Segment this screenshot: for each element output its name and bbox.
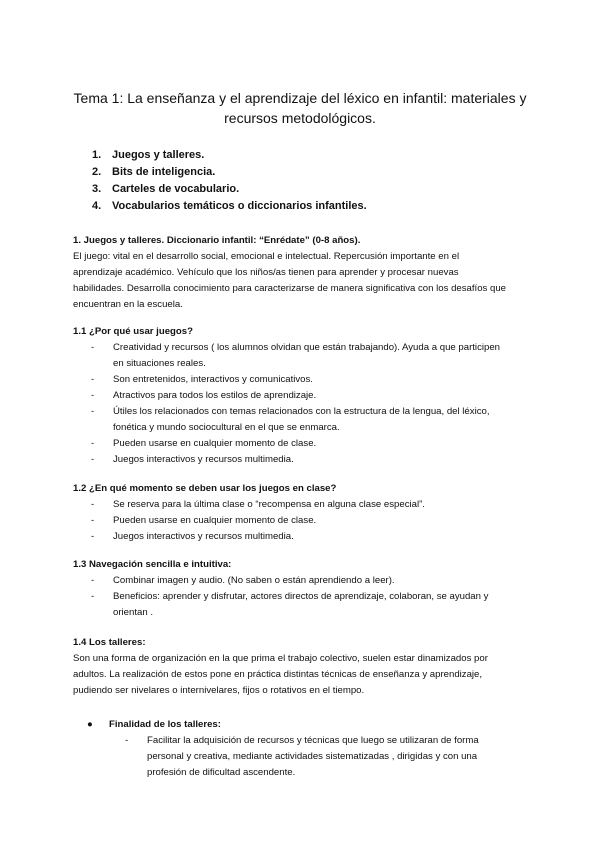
section-1-3 [73,557,533,621]
paragraph-line: encuentran en la escuela. [73,299,183,310]
section-1-paragraph [73,249,533,313]
toc-item [92,164,367,181]
toc-item [92,198,367,215]
list-item [73,404,533,436]
paragraph-line: pudiendo ser nivelares o internivelares, fijos o rotativos en el tiempo. [73,685,365,696]
list-item-text: Combinar imagen y audio. (No saben o están aprendiendo a leer). [113,575,395,586]
list-item-text: Se reserva para la última clase o “recompensa en alguna clase especial”. [113,499,425,510]
list-item-text: Juegos interactivos y recursos multimedia. [113,531,294,542]
section-1-2-list [73,497,533,545]
list-item-text: Pueden usarse en cualquier momento de clase. [113,438,317,449]
list-item [73,388,533,404]
dash-marker: - [91,575,95,586]
bullet-item [73,717,533,733]
dash-marker: - [91,406,95,417]
list-item-text: orientan . [113,607,154,618]
list-item-text: en situaciones reales. [113,358,206,369]
list-item [73,497,533,513]
paragraph-line: adultos. La realización de estos pone en práctica distintas técnicas de enseñanza y aprendizaje, [73,669,483,680]
dash-marker: - [91,438,95,449]
table-of-contents [92,147,367,215]
list-item [73,372,533,388]
list-item [73,529,533,545]
section-1 [73,233,533,313]
list-item-text: Creatividad y recursos ( los alumnos olvidan que están trabajando). Ayuda a que participen [113,342,501,353]
toc-number: 1. [92,149,102,161]
dash-marker: - [91,515,95,526]
list-item [73,589,533,621]
dash-marker: - [91,390,95,401]
title-line-2: recursos metodológicos. [224,110,376,126]
toc-label: Juegos y talleres. [112,149,205,161]
list-item-text: Útiles los relacionados con temas relacionados con la estructura de la lengua, del léxico, [113,406,490,417]
section-1-2-heading: 1.2 ¿En qué momento se deben usar los juegos en clase? [73,483,337,494]
paragraph-line: aprendizaje académico. Vehículo que los niños/as tienen para aprender y procesar nuevas [73,267,459,278]
toc-number: 2. [92,166,102,178]
list-item [73,452,533,468]
section-1-2 [73,481,533,545]
toc-label: Vocabularios temáticos o diccionarios infantiles. [112,200,367,212]
toc-number: 4. [92,200,102,212]
section-1-3-heading: 1.3 Navegación sencilla e intuitiva: [73,559,232,570]
page-title [60,88,540,128]
section-1-3-list [73,573,533,621]
section-1-1-list [73,340,533,468]
paragraph-line: habilidades. Desarrolla conocimiento para caracterizarse de manera significativa con los desafíos que [73,283,507,294]
toc-number: 3. [92,183,102,195]
section-1-4-paragraph [73,651,533,699]
list-item-text: Pueden usarse en cualquier momento de clase. [113,515,317,526]
list-item-text: Juegos interactivos y recursos multimedia. [113,454,294,465]
list-item [73,513,533,529]
bullet-label: Finalidad de los talleres: [109,719,221,730]
section-1-1 [73,324,533,468]
list-item [73,340,533,372]
sub-item-line: personal y creativa, mediante actividades sistematizadas , dirigidas y con una [147,751,478,762]
list-item-text: Son entretenidos, interactivos y comunicativos. [113,374,313,385]
section-1-4 [73,635,533,781]
sub-list-item [73,733,533,781]
toc-item [92,147,367,164]
list-item [73,573,533,589]
toc-label: Bits de inteligencia. [112,166,216,178]
sub-item-line: profesión de dificultad ascendente. [147,767,296,778]
dash-marker: - [91,454,95,465]
dash-marker: - [125,735,129,746]
dash-marker: - [91,591,95,602]
section-1-4-heading: 1.4 Los talleres: [73,637,146,648]
section-1-heading: 1. Juegos y talleres. Diccionario infantil: “Enrédate” (0-8 años). [73,235,361,246]
list-item-text: Beneficios: aprender y disfrutar, actores directos de aprendizaje, colaboran, se ayudan y [113,591,489,602]
title-line-1: Tema 1: La enseñanza y el aprendizaje del léxico en infantil: materiales y [73,90,527,106]
toc-label: Carteles de vocabulario. [112,183,240,195]
paragraph-line: El juego: vital en el desarrollo social, emocional e intelectual. Repercusión importante en el [73,251,460,262]
list-item-text: Atractivos para todos los estilos de aprendizaje. [113,390,317,401]
dash-marker: - [91,499,95,510]
toc-item [92,181,367,198]
list-item [73,436,533,452]
dash-marker: - [91,374,95,385]
dash-marker: - [91,531,95,542]
bullet-marker: ● [87,719,93,730]
dash-marker: - [91,342,95,353]
list-item-text: fonética y mundo sociocultural en el que se enmarca. [113,422,340,433]
section-1-1-heading: 1.1 ¿Por qué usar juegos? [73,326,193,337]
paragraph-line: Son una forma de organización en la que prima el trabajo colectivo, suelen estar dinamizados por [73,653,488,664]
sub-item-line: Facilitar la adquisición de recursos y técnicas que luego se utilizaran de forma [147,735,479,746]
